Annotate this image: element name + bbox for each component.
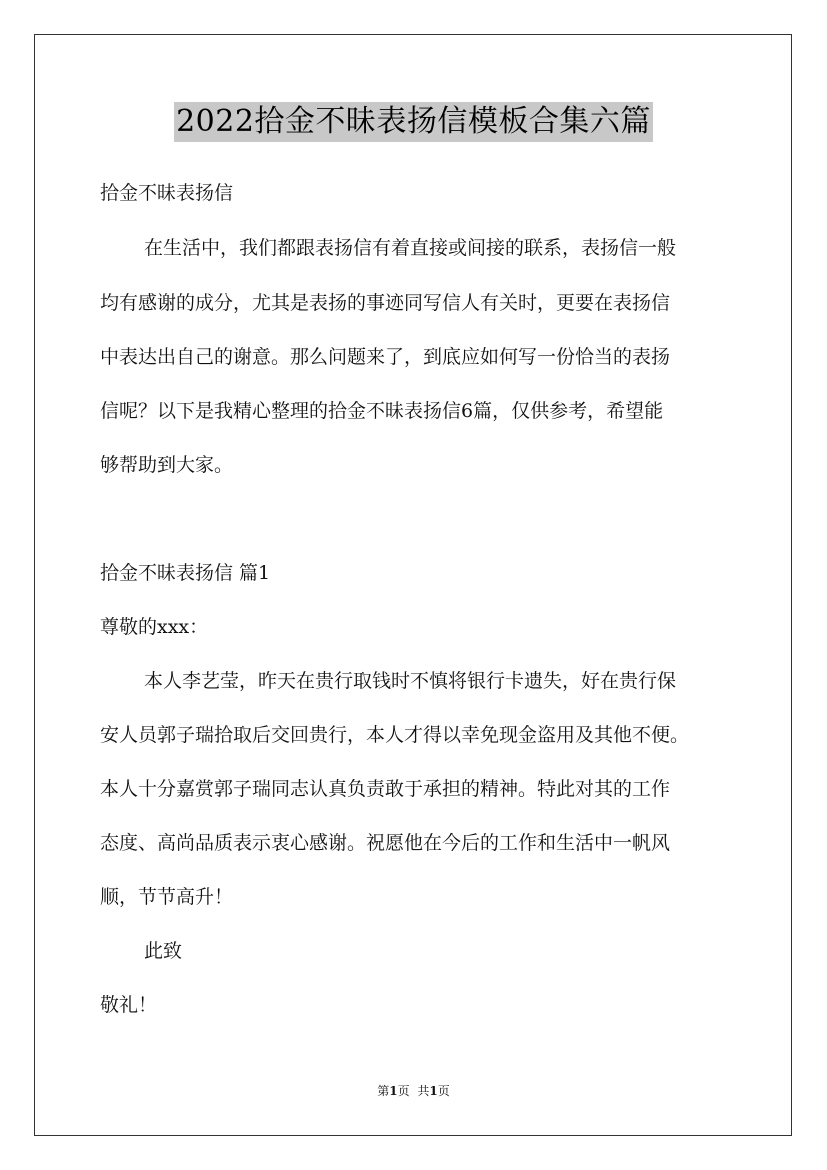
letter-body-line: 态度、高尚品质表示衷心感谢。祝愿他在今后的工作和生活中一帆风 xyxy=(100,832,671,854)
page-footer xyxy=(0,1083,827,1099)
intro-line: 中表达出自己的谢意。那么问题来了，到底应如何写一份恰当的表扬 xyxy=(100,346,671,368)
intro-line: 够帮助到大家。 xyxy=(100,454,234,476)
letter-body-line: 顺，节节高升！ xyxy=(100,886,234,908)
footer-page-mid: 页 xyxy=(397,1084,410,1098)
footer-total-suffix: 页 xyxy=(437,1084,450,1098)
section-heading: 拾金不昧表扬信 xyxy=(100,182,234,204)
footer-page-number: 1 xyxy=(389,1084,398,1098)
letter-body-line: 本人十分嘉赏郭子瑞同志认真负责敢于承担的精神。特此对其的工作 xyxy=(100,778,671,800)
footer-total-prefix: 共 xyxy=(417,1084,430,1098)
intro-line: 信呢？以下是我精心整理的拾金不昧表扬信6篇，仅供参考，希望能 xyxy=(100,400,664,422)
letter-heading: 拾金不昧表扬信 篇1 xyxy=(100,562,271,584)
letter-closing-2: 敬礼！ xyxy=(100,994,158,1016)
letter-salutation: 尊敬的xxx： xyxy=(100,616,209,638)
title-container xyxy=(0,102,827,142)
letter-closing-1: 此致 xyxy=(144,940,183,962)
footer-total-pages: 1 xyxy=(429,1084,438,1098)
intro-line: 在生活中，我们都跟表扬信有着直接或间接的联系，表扬信一般 xyxy=(144,237,677,259)
intro-line: 均有感谢的成分，尤其是表扬的事迹同写信人有关时，更要在表扬信 xyxy=(100,292,671,314)
footer-page-prefix: 第 xyxy=(377,1084,390,1098)
letter-body-line: 本人李艺莹，昨天在贵行取钱时不慎将银行卡遗失，好在贵行保 xyxy=(144,670,677,692)
letter-body-line: 安人员郭子瑞拾取后交回贵行，本人才得以幸免现金盗用及其他不便。 xyxy=(100,724,690,746)
document-title: 2022拾金不昧表扬信模板合集六篇 xyxy=(174,102,653,142)
